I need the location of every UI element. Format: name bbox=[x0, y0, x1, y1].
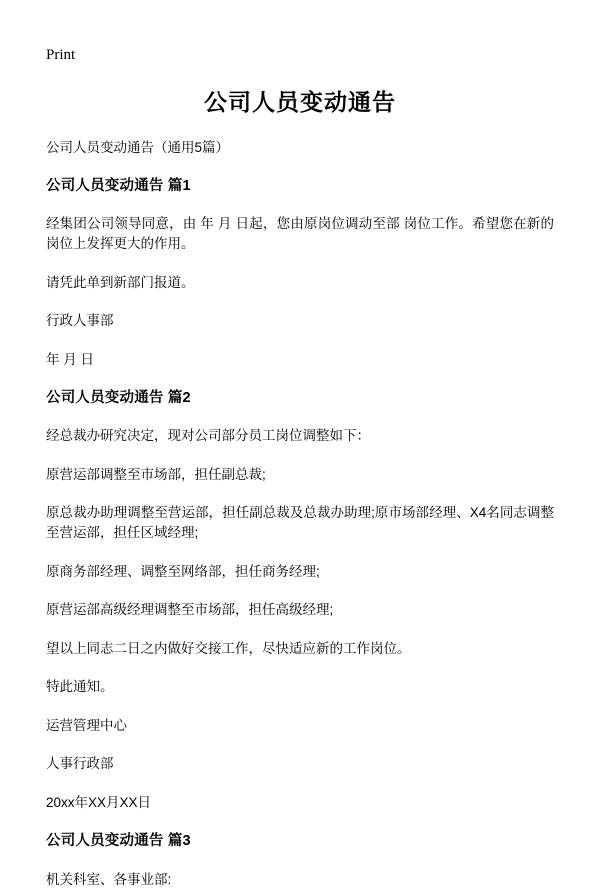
paragraph: 20xx年XX月XX日 bbox=[46, 793, 554, 813]
paragraph: 请凭此单到新部门报道。 bbox=[46, 273, 554, 293]
paragraph: 运营管理中心 bbox=[46, 716, 554, 736]
paragraph: 原总裁办助理调整至营运部，担任副总裁及总裁办助理;原市场部经理、X4名同志调整至营运部，担任区域经理; bbox=[46, 503, 554, 542]
section-heading: 公司人员变动通告 篇3 bbox=[46, 831, 554, 852]
paragraph: 人事行政部 bbox=[46, 754, 554, 774]
paragraph: 经集团公司领导同意，由 年 月 日起，您由原岗位调动至部 岗位工作。希望您在新的岗位上发挥更大的作用。 bbox=[46, 214, 554, 253]
paragraph: 特此通知。 bbox=[46, 677, 554, 697]
section-heading: 公司人员变动通告 篇1 bbox=[46, 176, 554, 197]
paragraph: 公司人员变动通告（通用5篇） bbox=[46, 138, 554, 158]
paragraph: 经总裁办研究决定，现对公司部分员工岗位调整如下： bbox=[46, 426, 554, 446]
paragraph: 机关科室、各事业部: bbox=[46, 870, 554, 889]
paragraph: 原营运部高级经理调整至市场部，担任高级经理; bbox=[46, 600, 554, 620]
paragraph: 年 月 日 bbox=[46, 350, 554, 370]
paragraph: 原营运部调整至市场部，担任副总裁; bbox=[46, 465, 554, 485]
print-button[interactable]: Print bbox=[46, 46, 554, 64]
paragraph: 望以上同志二日之内做好交接工作，尽快适应新的工作岗位。 bbox=[46, 639, 554, 659]
section-heading: 公司人员变动通告 篇2 bbox=[46, 388, 554, 409]
paragraph: 原商务部经理、调整至网络部，担任商务经理; bbox=[46, 562, 554, 582]
document-body bbox=[46, 138, 554, 889]
paragraph: 行政人事部 bbox=[46, 311, 554, 331]
page-title: 公司人员变动通告 bbox=[46, 88, 554, 118]
